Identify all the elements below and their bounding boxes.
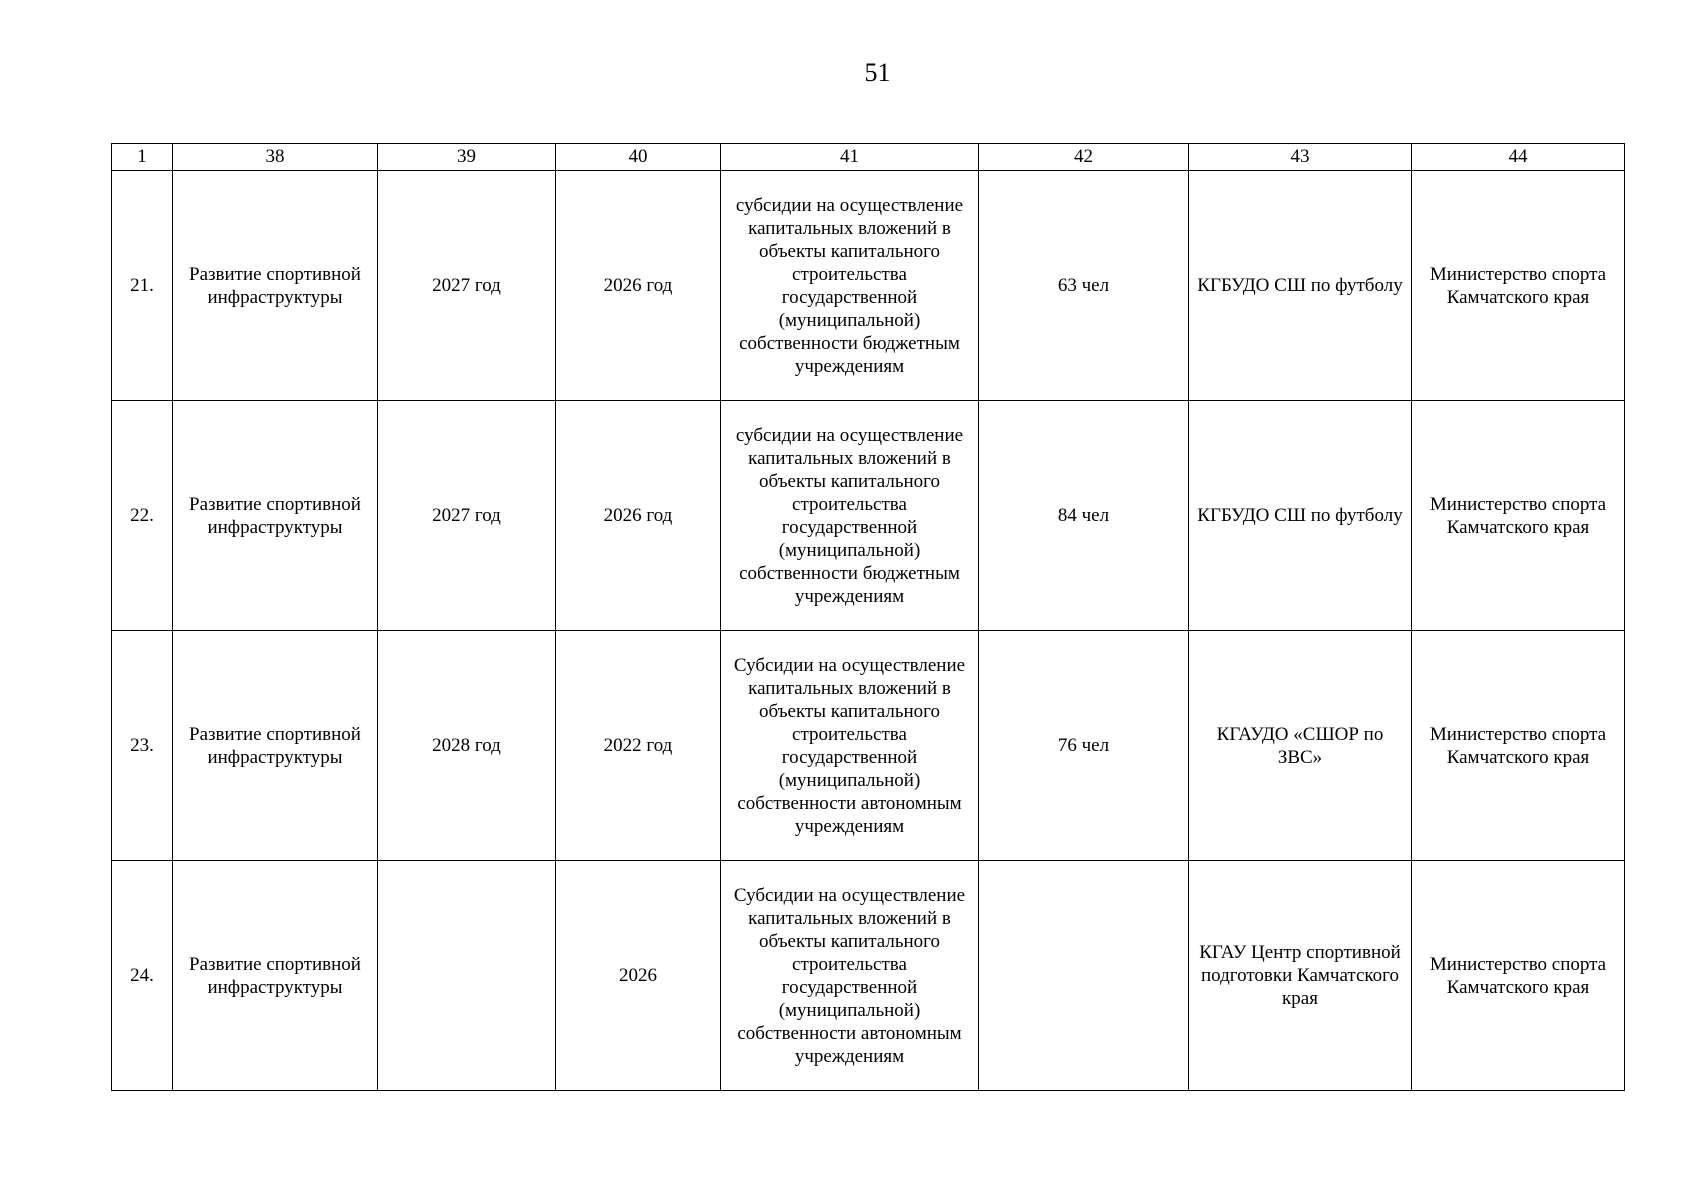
row-number-cell: 23. [112, 631, 173, 861]
subsidy-form-cell: Субсидии на осуществление капитальных вложений в объекты капитального строительства государственной (муниципальной) собственности автономным учреждениям [721, 631, 979, 861]
subsidy-form-cell: субсидии на осуществление капитальных вложений в объекты капитального строительства государственной (муниципальной) собственности бюджетным учреждениям [721, 401, 979, 631]
capacity-cell: 76 чел [979, 631, 1189, 861]
year-a-cell: 2027 год [378, 171, 556, 401]
column-header: 40 [556, 144, 721, 171]
year-b-cell: 2026 год [556, 171, 721, 401]
year-a-cell: 2028 год [378, 631, 556, 861]
ministry-cell: Министерство спорта Камчатского края [1412, 631, 1625, 861]
year-a-cell [378, 861, 556, 1091]
year-a-cell: 2027 год [378, 401, 556, 631]
column-header: 1 [112, 144, 173, 171]
capacity-cell: 63 чел [979, 171, 1189, 401]
year-b-cell: 2026 год [556, 401, 721, 631]
table-row [112, 861, 1625, 1091]
institution-cell: КГБУДО СШ по футболу [1189, 401, 1412, 631]
subsidy-form-cell: субсидии на осуществление капитальных вложений в объекты капитального строительства государственной (муниципальной) собственности бюджетным учреждениям [721, 171, 979, 401]
table-header-row [112, 144, 1625, 171]
direction-cell: Развитие спортивной инфраструктуры [173, 861, 378, 1091]
direction-cell: Развитие спортивной инфраструктуры [173, 631, 378, 861]
column-header: 43 [1189, 144, 1412, 171]
ministry-cell: Министерство спорта Камчатского края [1412, 861, 1625, 1091]
direction-cell: Развитие спортивной инфраструктуры [173, 401, 378, 631]
column-header: 41 [721, 144, 979, 171]
direction-cell: Развитие спортивной инфраструктуры [173, 171, 378, 401]
institution-cell: КГБУДО СШ по футболу [1189, 171, 1412, 401]
capacity-cell: 84 чел [979, 401, 1189, 631]
ministry-cell: Министерство спорта Камчатского края [1412, 171, 1625, 401]
table-row [112, 401, 1625, 631]
year-b-cell: 2022 год [556, 631, 721, 861]
column-header: 39 [378, 144, 556, 171]
column-header: 38 [173, 144, 378, 171]
table-row [112, 631, 1625, 861]
institution-cell: КГАУ Центр спортивной подготовки Камчатского края [1189, 861, 1412, 1091]
row-number-cell: 21. [112, 171, 173, 401]
ministry-cell: Министерство спорта Камчатского края [1412, 401, 1625, 631]
institution-cell: КГАУДО «СШОР по ЗВС» [1189, 631, 1412, 861]
row-number-cell: 22. [112, 401, 173, 631]
capacity-cell [979, 861, 1189, 1091]
table-row [112, 171, 1625, 401]
subsidy-form-cell: Субсидии на осуществление капитальных вложений в объекты капитального строительства государственной (муниципальной) собственности автономным учреждениям [721, 861, 979, 1091]
column-header: 44 [1412, 144, 1625, 171]
year-b-cell: 2026 [556, 861, 721, 1091]
page-number: 51 [864, 58, 891, 87]
data-table [111, 143, 1625, 1091]
row-number-cell: 24. [112, 861, 173, 1091]
column-header: 42 [979, 144, 1189, 171]
